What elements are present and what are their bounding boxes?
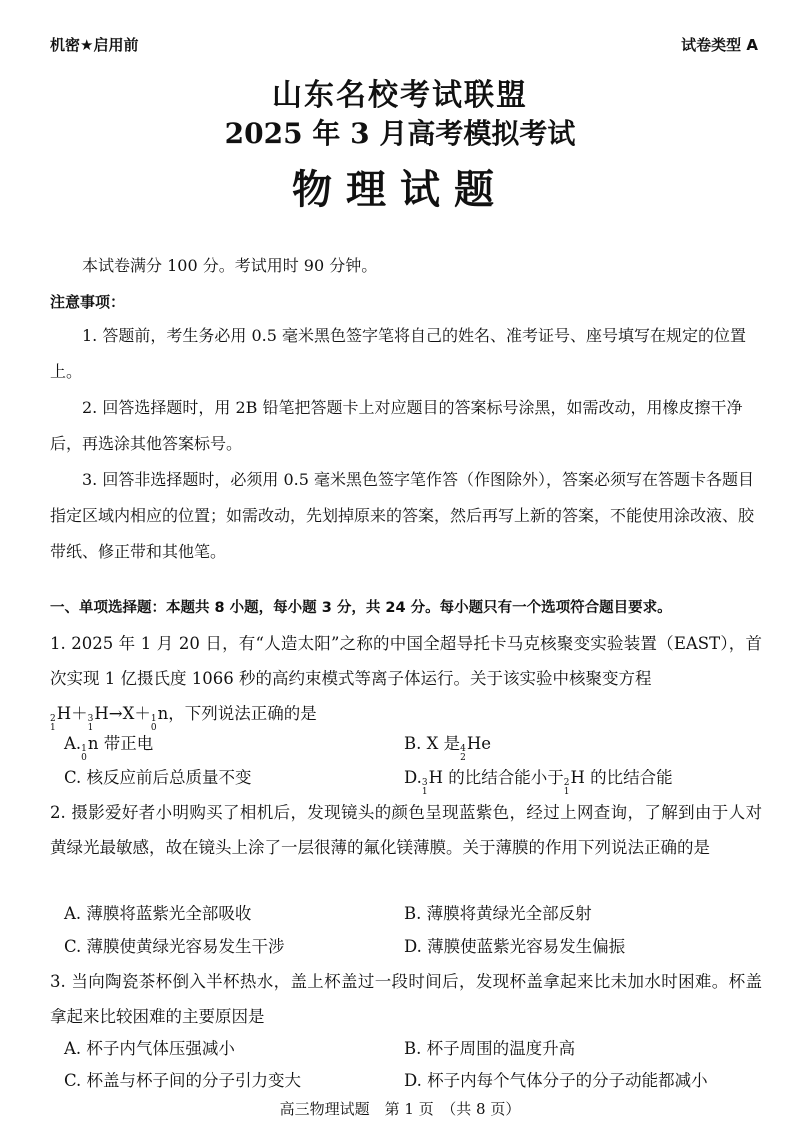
question-3-option-c: C. 杯盖与杯子间的分子引力变大 [64, 1071, 302, 1090]
question-1-option-b: B. X 是 4 2 He [404, 734, 491, 763]
equation-h2: H [56, 704, 72, 723]
intro-text: 本试卷满分 100 分。考试用时 90 分钟。 [82, 256, 378, 275]
question-3-stem: 3. 当向陶瓷茶杯倒入半杯热水，盖上杯盖过一段时间后，发现杯盖拿起来比未加水时困难。杯盖拿起来比较困难的主要原因是 [50, 972, 762, 1026]
question-1-option-c: C. 核反应前后总质量不变 [64, 768, 252, 787]
question-1-stem-a: 1. 2025 年 1 月 20 日，有“人造太阳”之称的中国全超导托卡马克核聚变实验装置（EAST），首次实现 1 亿摄氏度 1066 秒的高约束模式等离子体运行。关于该实验中核聚变方程 [50, 634, 762, 688]
notice-item-1: 1. 答题前，考生务必用 0.5 毫米黑色签字笔将自己的姓名、准考证号、座号填写在规定的位置上。 [50, 326, 746, 381]
nuclide-h3-label: 3 1 [87, 714, 94, 733]
question-1-option-d: D. 3 1 H 的比结合能小于 2 1 H 的比结合能 [404, 768, 673, 797]
question-3-option-b: B. 杯子周围的温度升高 [404, 1039, 576, 1058]
question-3-option-a: A. 杯子内气体压强减小 [64, 1039, 235, 1058]
question-1-option-a: A. 1 0 n 带正电 [64, 734, 154, 763]
nuclide-n-label: 1 0 [150, 714, 157, 733]
question-2-option-a: A. 薄膜将蓝紫光全部吸收 [64, 904, 252, 923]
question-2-option-b: B. 薄膜将黄绿光全部反射 [404, 904, 592, 923]
equation-arrow: →X＋ [108, 704, 151, 723]
notice-item-2: 2. 回答选择题时，用 2B 铅笔把答题卡上对应题目的答案标号涂黑，如需改动，用橡皮擦干净后，再选涂其他答案标号。 [50, 398, 743, 453]
paper-type-label: 试卷类型 A [681, 36, 758, 54]
confidential-label: 机密★启用前 [50, 36, 139, 54]
equation-h3: H [94, 704, 109, 723]
question-3-option-d: D. 杯子内每个气体分子的分子动能都减小 [404, 1071, 708, 1090]
question-2-option-c: C. 薄膜使黄绿光容易发生干涉 [64, 937, 285, 956]
question-1-stem-b: ，下列说法正确的是 [168, 704, 317, 723]
section-1-heading: 一、单项选择题：本题共 8 小题，每小题 3 分，共 24 分。每小题只有一个选项符合题目要求。 [50, 600, 672, 616]
question-2-stem: 2. 摄影爱好者小明购买了相机后，发现镜头的颜色呈现蓝紫色，经过上网查询，了解到由于人对黄绿光最敏感，故在镜头上涂了一层很薄的氟化镁薄膜。关于薄膜的作用下列说法正确的是 [50, 803, 762, 857]
subject-title: 物理试题 [292, 166, 508, 213]
nuclide-h2-label: 2 1 [50, 714, 56, 733]
question-1-stem [50, 626, 762, 733]
equation-plus: ＋ [71, 704, 88, 723]
equation-n: n [157, 704, 169, 723]
exam-date-title: 2025 年 3 月高考模拟考试 [224, 117, 576, 150]
notice-heading: 注意事项： [50, 293, 126, 311]
notice-item-3: 3. 回答非选择题时，必须用 0.5 毫米黑色签字笔作答（作图除外），答案必须写在答题卡各题目指定区域内相应的位置；如需改动，先划掉原来的答案，然后再写上新的答案，不能使用涂改液、胶带纸、修正带和其他笔。 [50, 470, 755, 561]
page-footer: 高三物理试题 第 1 页 （共 8 页） [279, 1100, 521, 1118]
question-2-option-d: D. 薄膜使蓝紫光容易发生偏振 [404, 937, 626, 956]
exam-union-title: 山东名校考试联盟 [272, 78, 528, 113]
